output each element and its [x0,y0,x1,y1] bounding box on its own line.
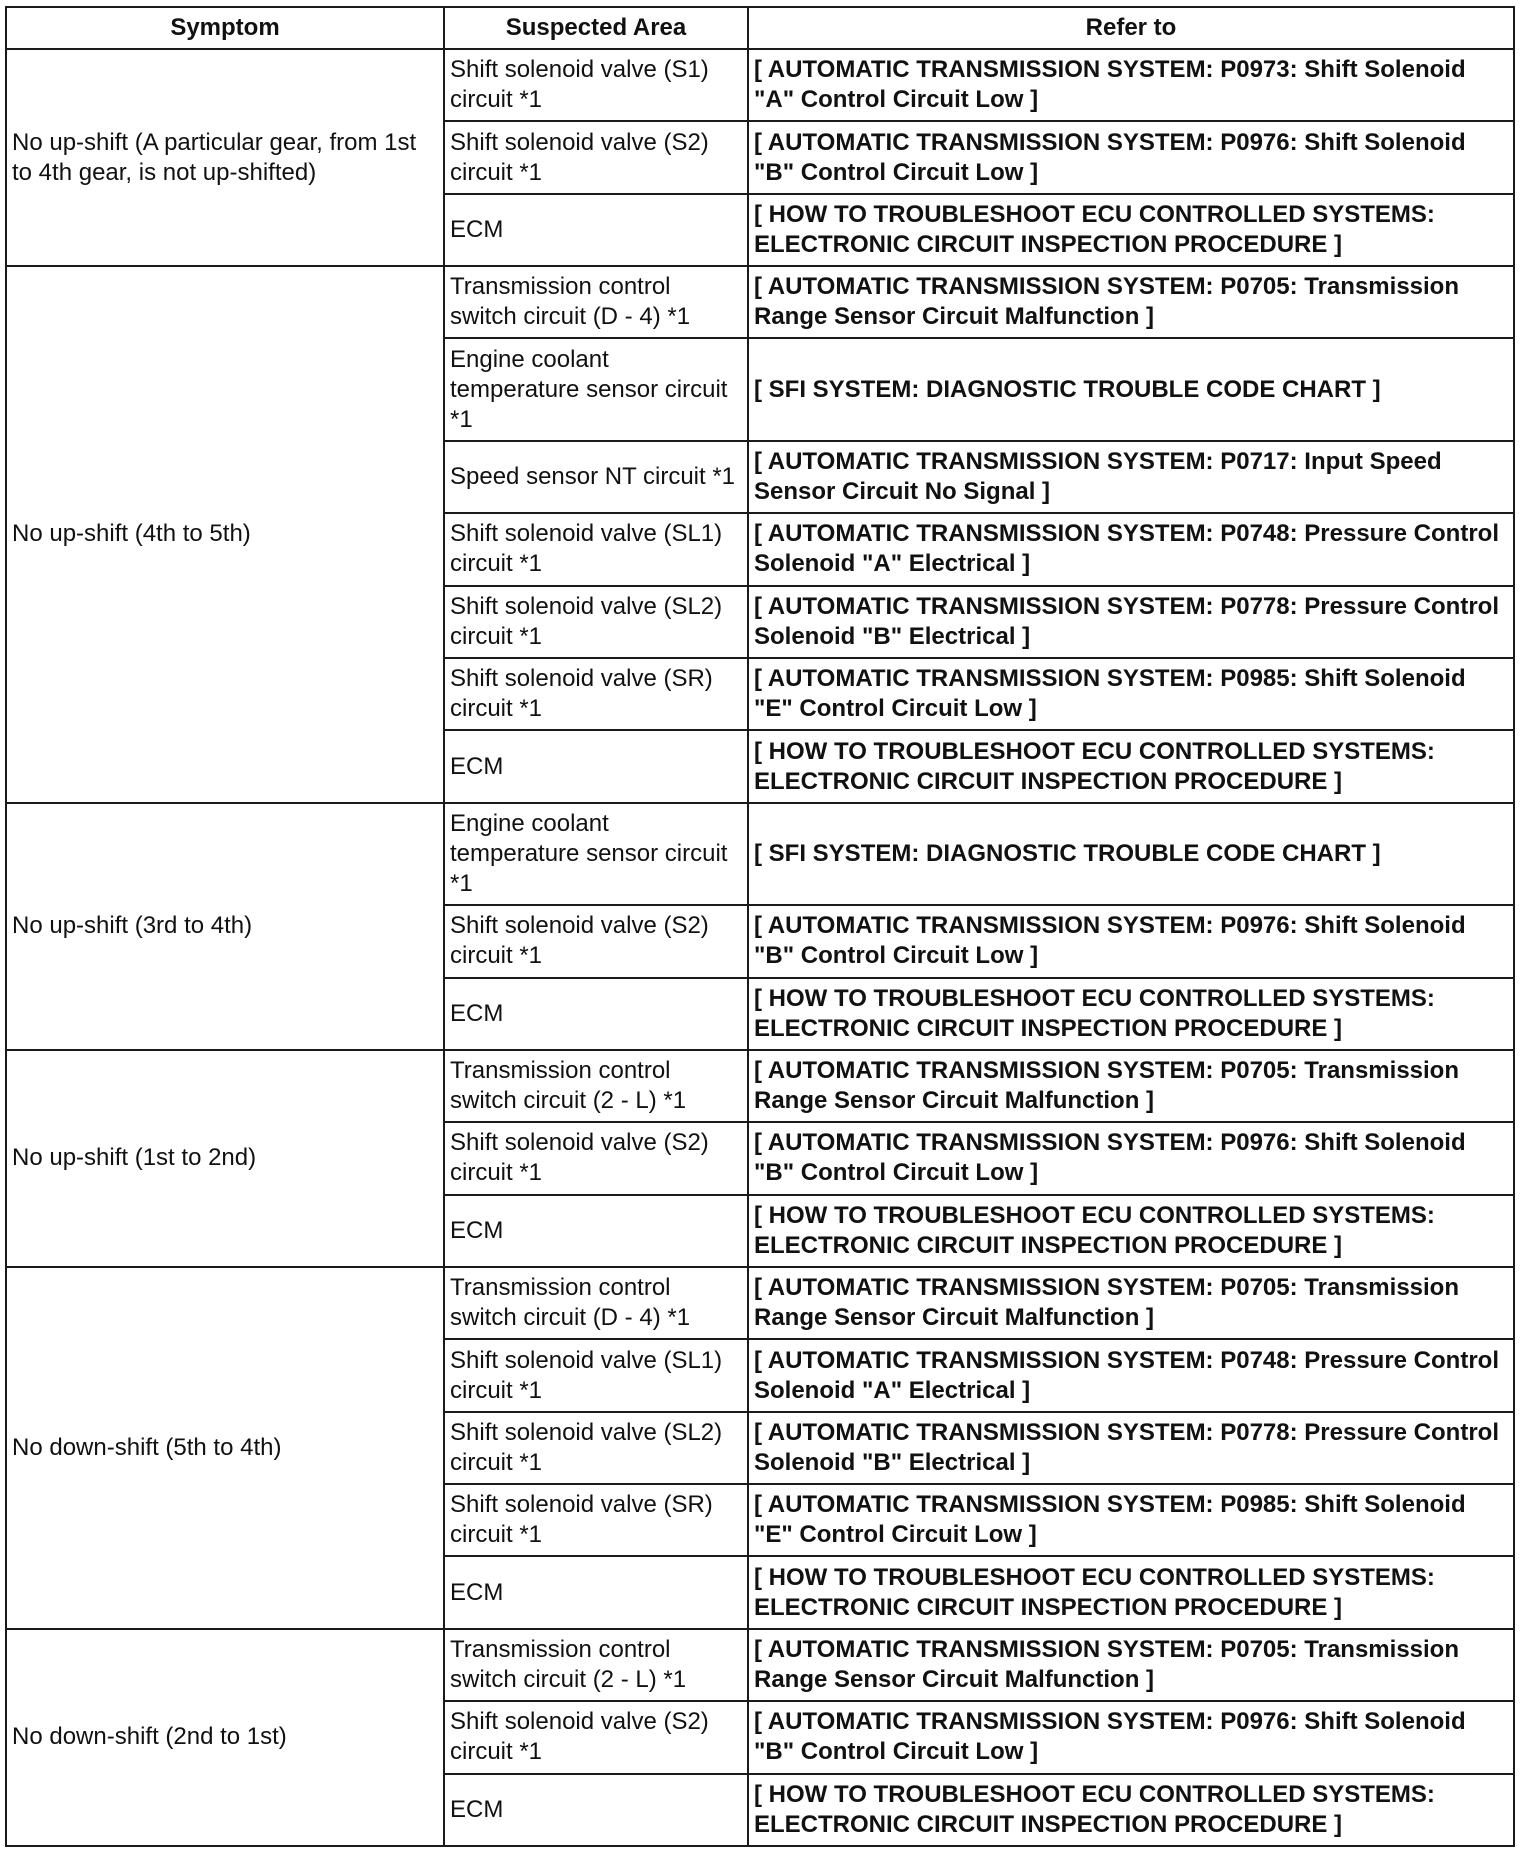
refer-to-link[interactable]: [ HOW TO TROUBLESHOOT ECU CONTROLLED SYSTEMS: ELECTRONIC CIRCUIT INSPECTION PROCEDURE ] [748,1195,1514,1267]
table-row [6,803,1514,906]
refer-to-link[interactable]: [ SFI SYSTEM: DIAGNOSTIC TROUBLE CODE CHART ] [748,803,1514,906]
refer-to-link[interactable]: [ AUTOMATIC TRANSMISSION SYSTEM: P0985: Shift Solenoid "E" Control Circuit Low ] [748,658,1514,730]
refer-to-link[interactable]: [ AUTOMATIC TRANSMISSION SYSTEM: P0705: Transmission Range Sensor Circuit Malfunction ] [748,266,1514,338]
refer-to-link[interactable]: [ AUTOMATIC TRANSMISSION SYSTEM: P0705: Transmission Range Sensor Circuit Malfunction ] [748,1267,1514,1339]
header-suspected-area: Suspected Area [444,7,748,49]
refer-to-link[interactable]: [ AUTOMATIC TRANSMISSION SYSTEM: P0976: Shift Solenoid "B" Control Circuit Low ] [748,1122,1514,1194]
suspected-area-cell: Transmission control switch circuit (D - 4) *1 [444,1267,748,1339]
suspected-area-cell: ECM [444,1556,748,1628]
refer-to-link[interactable]: [ HOW TO TROUBLESHOOT ECU CONTROLLED SYSTEMS: ELECTRONIC CIRCUIT INSPECTION PROCEDURE ] [748,1556,1514,1628]
suspected-area-cell: Transmission control switch circuit (2 - L) *1 [444,1629,748,1701]
suspected-area-cell: Shift solenoid valve (S2) circuit *1 [444,1701,748,1773]
symptom-cell: No up-shift (1st to 2nd) [6,1050,444,1267]
suspected-area-cell: Shift solenoid valve (S2) circuit *1 [444,1122,748,1194]
suspected-area-cell: Engine coolant temperature sensor circuit *1 [444,803,748,906]
table-row [6,49,1514,121]
refer-to-link[interactable]: [ AUTOMATIC TRANSMISSION SYSTEM: P0705: Transmission Range Sensor Circuit Malfunction ] [748,1629,1514,1701]
refer-to-link[interactable]: [ AUTOMATIC TRANSMISSION SYSTEM: P0976: Shift Solenoid "B" Control Circuit Low ] [748,905,1514,977]
refer-to-link[interactable]: [ AUTOMATIC TRANSMISSION SYSTEM: P0985: Shift Solenoid "E" Control Circuit Low ] [748,1484,1514,1556]
header-refer-to: Refer to [748,7,1514,49]
suspected-area-cell: Shift solenoid valve (SL1) circuit *1 [444,513,748,585]
suspected-area-cell: Speed sensor NT circuit *1 [444,441,748,513]
refer-to-link[interactable]: [ AUTOMATIC TRANSMISSION SYSTEM: P0778: Pressure Control Solenoid "B" Electrical ] [748,1412,1514,1484]
refer-to-link[interactable]: [ AUTOMATIC TRANSMISSION SYSTEM: P0748: Pressure Control Solenoid "A" Electrical ] [748,1339,1514,1411]
suspected-area-cell: ECM [444,194,748,266]
suspected-area-cell: ECM [444,978,748,1050]
symptom-cell: No down-shift (2nd to 1st) [6,1629,444,1846]
suspected-area-cell: Shift solenoid valve (SL1) circuit *1 [444,1339,748,1411]
suspected-area-cell: Shift solenoid valve (SR) circuit *1 [444,1484,748,1556]
suspected-area-cell: Shift solenoid valve (SL2) circuit *1 [444,586,748,658]
table-row [6,1629,1514,1701]
suspected-area-cell: ECM [444,730,748,802]
suspected-area-cell: Shift solenoid valve (SR) circuit *1 [444,658,748,730]
refer-to-link[interactable]: [ AUTOMATIC TRANSMISSION SYSTEM: P0976: Shift Solenoid "B" Control Circuit Low ] [748,1701,1514,1773]
refer-to-link[interactable]: [ AUTOMATIC TRANSMISSION SYSTEM: P0973: Shift Solenoid "A" Control Circuit Low ] [748,49,1514,121]
refer-to-link[interactable]: [ HOW TO TROUBLESHOOT ECU CONTROLLED SYSTEMS: ELECTRONIC CIRCUIT INSPECTION PROCEDURE ] [748,194,1514,266]
table-row [6,1050,1514,1122]
suspected-area-cell: Shift solenoid valve (S1) circuit *1 [444,49,748,121]
suspected-area-cell: Shift solenoid valve (SL2) circuit *1 [444,1412,748,1484]
suspected-area-cell: Shift solenoid valve (S2) circuit *1 [444,121,748,193]
symptom-cell: No up-shift (A particular gear, from 1st to 4th gear, is not up-shifted) [6,49,444,266]
symptom-cell: No up-shift (3rd to 4th) [6,803,444,1050]
refer-to-link[interactable]: [ AUTOMATIC TRANSMISSION SYSTEM: P0717: Input Speed Sensor Circuit No Signal ] [748,441,1514,513]
table-row [6,266,1514,338]
refer-to-link[interactable]: [ HOW TO TROUBLESHOOT ECU CONTROLLED SYSTEMS: ELECTRONIC CIRCUIT INSPECTION PROCEDURE ] [748,1774,1514,1846]
suspected-area-cell: Engine coolant temperature sensor circuit *1 [444,338,748,441]
refer-to-link[interactable]: [ AUTOMATIC TRANSMISSION SYSTEM: P0778: Pressure Control Solenoid "B" Electrical ] [748,586,1514,658]
suspected-area-cell: Transmission control switch circuit (D - 4) *1 [444,266,748,338]
header-row [6,7,1514,49]
symptom-table [5,6,1515,1847]
refer-to-link[interactable]: [ HOW TO TROUBLESHOOT ECU CONTROLLED SYSTEMS: ELECTRONIC CIRCUIT INSPECTION PROCEDURE ] [748,730,1514,802]
suspected-area-cell: ECM [444,1774,748,1846]
suspected-area-cell: Transmission control switch circuit (2 - L) *1 [444,1050,748,1122]
symptom-cell: No down-shift (5th to 4th) [6,1267,444,1629]
refer-to-link[interactable]: [ HOW TO TROUBLESHOOT ECU CONTROLLED SYSTEMS: ELECTRONIC CIRCUIT INSPECTION PROCEDURE ] [748,978,1514,1050]
suspected-area-cell: ECM [444,1195,748,1267]
symptom-cell: No up-shift (4th to 5th) [6,266,444,803]
header-symptom: Symptom [6,7,444,49]
refer-to-link[interactable]: [ AUTOMATIC TRANSMISSION SYSTEM: P0705: Transmission Range Sensor Circuit Malfunction ] [748,1050,1514,1122]
refer-to-link[interactable]: [ SFI SYSTEM: DIAGNOSTIC TROUBLE CODE CHART ] [748,338,1514,441]
refer-to-link[interactable]: [ AUTOMATIC TRANSMISSION SYSTEM: P0748: Pressure Control Solenoid "A" Electrical ] [748,513,1514,585]
suspected-area-cell: Shift solenoid valve (S2) circuit *1 [444,905,748,977]
table-row [6,1267,1514,1339]
refer-to-link[interactable]: [ AUTOMATIC TRANSMISSION SYSTEM: P0976: Shift Solenoid "B" Control Circuit Low ] [748,121,1514,193]
